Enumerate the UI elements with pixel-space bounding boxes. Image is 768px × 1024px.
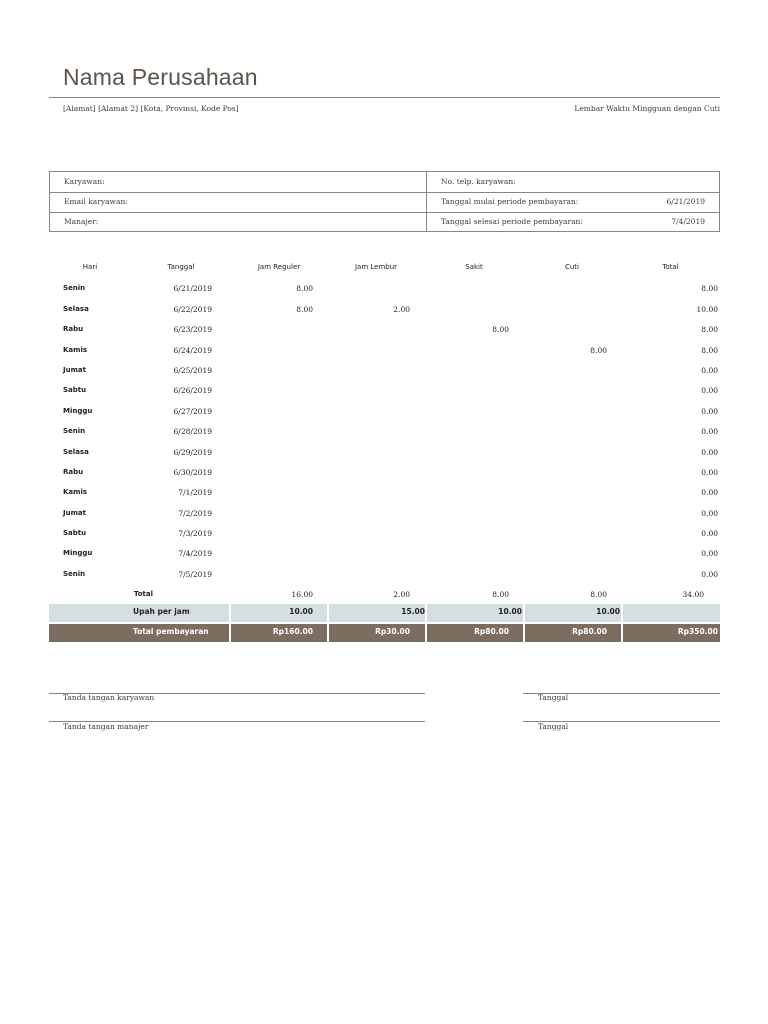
cell-day: Rabu [63,325,84,334]
cell-date[interactable]: 6/21/2019 [173,284,212,294]
cell-day: Senin [63,427,86,436]
rate-label: Upah per jam [133,607,190,616]
total-leave: 8.00 [590,590,607,600]
hourly-rate-band [49,604,720,622]
cell-total-hours: 0.00 [701,365,718,375]
manager-date-label: Tanggal [538,722,569,731]
info-row [50,192,719,213]
cell-day: Selasa [63,447,89,456]
rate-sick: 10.00 [498,607,522,616]
manager-label: Manajer: [64,217,99,226]
cell-day: Rabu [63,467,84,476]
company-address: [Alamat] [Alamat 2] [Kota, Provinsi, Kode Pos] [63,104,239,113]
table-row [49,486,720,506]
col-header-overtime: Jam Lembur [354,263,398,271]
cell-date[interactable]: 7/3/2019 [178,529,212,539]
employee-date-label: Tanggal [538,693,569,702]
cell-date[interactable]: 6/29/2019 [173,447,212,457]
cell-day: Minggu [63,406,93,415]
table-row [49,384,720,404]
cell-date[interactable]: 7/2/2019 [178,508,212,518]
cell-day: Kamis [63,488,88,497]
table-row [49,568,720,588]
rate-overtime: 15.00 [401,607,425,616]
cell-day: Senin [63,284,86,293]
total-all: 34.00 [682,590,704,600]
cell-date[interactable]: 6/30/2019 [173,467,212,477]
cell-regular-hours[interactable]: 8.00 [296,304,313,314]
cell-day: Senin [63,569,86,578]
cell-date[interactable]: 6/24/2019 [173,345,212,355]
cell-total-hours: 8.00 [701,345,718,355]
rate-leave: 10.00 [596,607,620,616]
total-sick: 8.00 [492,590,509,600]
cell-total-hours: 8.00 [701,325,718,335]
cell-date[interactable]: 7/4/2019 [178,549,212,559]
total-overtime: 2.00 [393,590,410,600]
pay-total: Rp350.00 [677,627,718,636]
table-row [49,466,720,486]
table-row [49,425,720,445]
table-header [49,262,720,282]
pay-sick: Rp80.00 [474,627,509,636]
cell-overtime-hours[interactable]: 2.00 [393,304,410,314]
cell-total-hours: 0.00 [701,529,718,539]
period-start-value[interactable]: 6/21/2019 [666,197,705,206]
table-row [49,344,720,364]
col-header-sick: Sakit [465,263,483,271]
pay-label: Total pembayaran [133,627,209,636]
info-row [50,172,719,193]
table-body [49,282,720,588]
cell-day: Jumat [63,365,86,374]
cell-total-hours: 0.00 [701,569,718,579]
cell-day: Kamis [63,345,88,354]
period-end-value[interactable]: 7/4/2019 [671,217,705,226]
cell-total-hours: 0.00 [701,549,718,559]
cell-date[interactable]: 7/5/2019 [178,569,212,579]
company-name: Nama Perusahaan [63,64,258,90]
table-row [49,323,720,343]
email-label: Email karyawan: [64,197,128,206]
period-end-label: Tanggal selesai periode pembayaran: [441,217,583,226]
phone-label: No. telp. karyawan: [441,177,516,186]
table-row [49,547,720,567]
cell-date[interactable]: 6/28/2019 [173,427,212,437]
cell-date[interactable]: 6/23/2019 [173,325,212,335]
cell-date[interactable]: 7/1/2019 [178,488,212,498]
info-row [50,212,719,232]
table-row [49,282,720,302]
header-rule [49,97,720,98]
cell-total-hours: 0.00 [701,508,718,518]
cell-total-hours: 0.00 [701,467,718,477]
cell-day: Minggu [63,549,93,558]
cell-total-hours: 8.00 [701,284,718,294]
table-row [49,446,720,466]
cell-day: Sabtu [63,529,87,538]
cell-day: Sabtu [63,386,87,395]
document-title: Lembar Waktu Mingguan dengan Cuti [574,104,720,113]
total-label: Total [133,590,153,599]
cell-date[interactable]: 6/27/2019 [173,406,212,416]
table-row [49,405,720,425]
employee-signature-label: Tanda tangan karyawan [63,693,155,702]
table-row [49,527,720,547]
cell-date[interactable]: 6/25/2019 [173,365,212,375]
cell-total-hours: 0.00 [701,386,718,396]
pay-leave: Rp80.00 [572,627,607,636]
table-row [49,303,720,323]
cell-total-hours: 10.00 [696,304,718,314]
table-row [49,507,720,527]
employee-label: Karyawan: [64,177,105,186]
cell-total-hours: 0.00 [701,447,718,457]
cell-sick-hours[interactable]: 8.00 [492,325,509,335]
pay-regular: Rp160.00 [272,627,313,636]
employee-info-box [49,171,720,232]
rate-regular: 10.00 [289,607,313,616]
cell-total-hours: 0.00 [701,488,718,498]
cell-leave-hours[interactable]: 8.00 [590,345,607,355]
total-pay-band [49,624,720,642]
period-start-label: Tanggal mulai periode pembayaran: [441,197,579,206]
cell-total-hours: 0.00 [701,406,718,416]
cell-day: Selasa [63,304,89,313]
total-regular: 16.00 [291,590,313,600]
manager-signature-label: Tanda tangan manajer [63,722,149,731]
rate-seg [623,604,720,622]
col-header-date: Tanggal [167,263,195,271]
pay-overtime: Rp30.00 [375,627,410,636]
table-row [49,364,720,384]
cell-date[interactable]: 6/26/2019 [173,386,212,396]
cell-regular-hours[interactable]: 8.00 [296,284,313,294]
cell-total-hours: 0.00 [701,427,718,437]
col-header-day: Hari [82,263,98,271]
col-header-leave: Cuti [564,263,579,271]
col-header-total: Total [662,263,679,271]
cell-day: Jumat [63,508,86,517]
cell-date[interactable]: 6/22/2019 [173,304,212,314]
timesheet-table [49,262,720,609]
col-header-regular: Jam Reguler [257,263,301,271]
